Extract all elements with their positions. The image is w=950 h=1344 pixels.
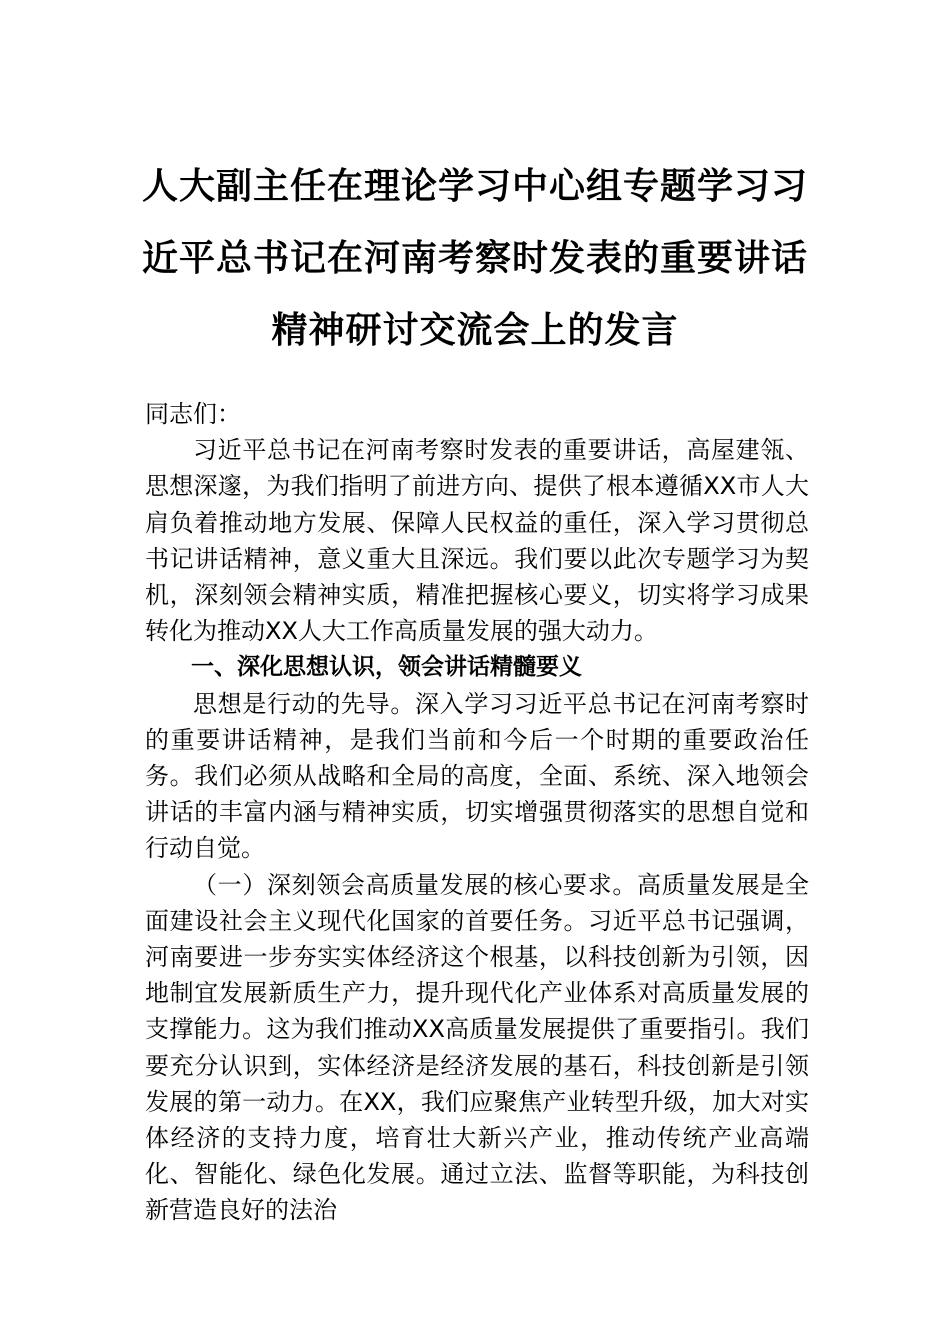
section-1-heading: 一、深化思想认识，领会讲话精髓要义 [191,654,582,681]
title-line-1: 人大副主任在理论学习中心组专题学习习 [141,165,808,207]
intro-paragraph: 习近平总书记在河南考察时发表的重要讲话，高屋建瓴、思想深邃，为我们指明了前进方向、提供了根本遵循XX市人大肩负着推动地方发展、保障人民权益的重任，深入学习贯彻总书记讲话精神，意义重大且深远。我们要以此次专题学习为契机，深刻领会精神实质，精准把握核心要义，切实将学习成果转化为推动XX人大工作高质量发展的强大动力。 [145,436,809,646]
section-1-paragraph: 思想是行动的先导。深入学习习近平总书记在河南考察时的重要讲话精神，是我们当前和今后一个时期的重要政治任务。我们必须从战略和全局的高度，全面、系统、深入地领会讲话的丰富内涵与精神实质，切实增强贯彻落实的思想自觉和行动自觉。 [145,689,809,863]
document-body [145,396,809,1229]
title-line-2: 近平总书记在河南考察时发表的重要讲话 [141,237,808,279]
subsection-1-paragraph: （一）深刻领会高质量发展的核心要求。高质量发展是全面建设社会主义现代化国家的首要任务。习近平总书记强调，河南要进一步夯实实体经济这个根基，以科技创新为引领，因地制宜发展新质生产力，提升现代化产业体系对高质量发展的支撑能力。这为我们推动XX高质量发展提供了重要指引。我们要充分认识到，实体经济是经济发展的基石，科技创新是引领发展的第一动力。在XX，我们应聚焦产业转型升级，加大对实体经济的支持力度，培育壮大新兴产业，推动传统产业高端化、智能化、绿色化发展。通过立法、监督等职能，为科技创新营造良好的法治 [145,870,809,1225]
title-line-3: 精神研讨交流会上的发言 [271,309,679,351]
greeting: 同志们： [145,400,241,428]
document-title [120,150,830,366]
